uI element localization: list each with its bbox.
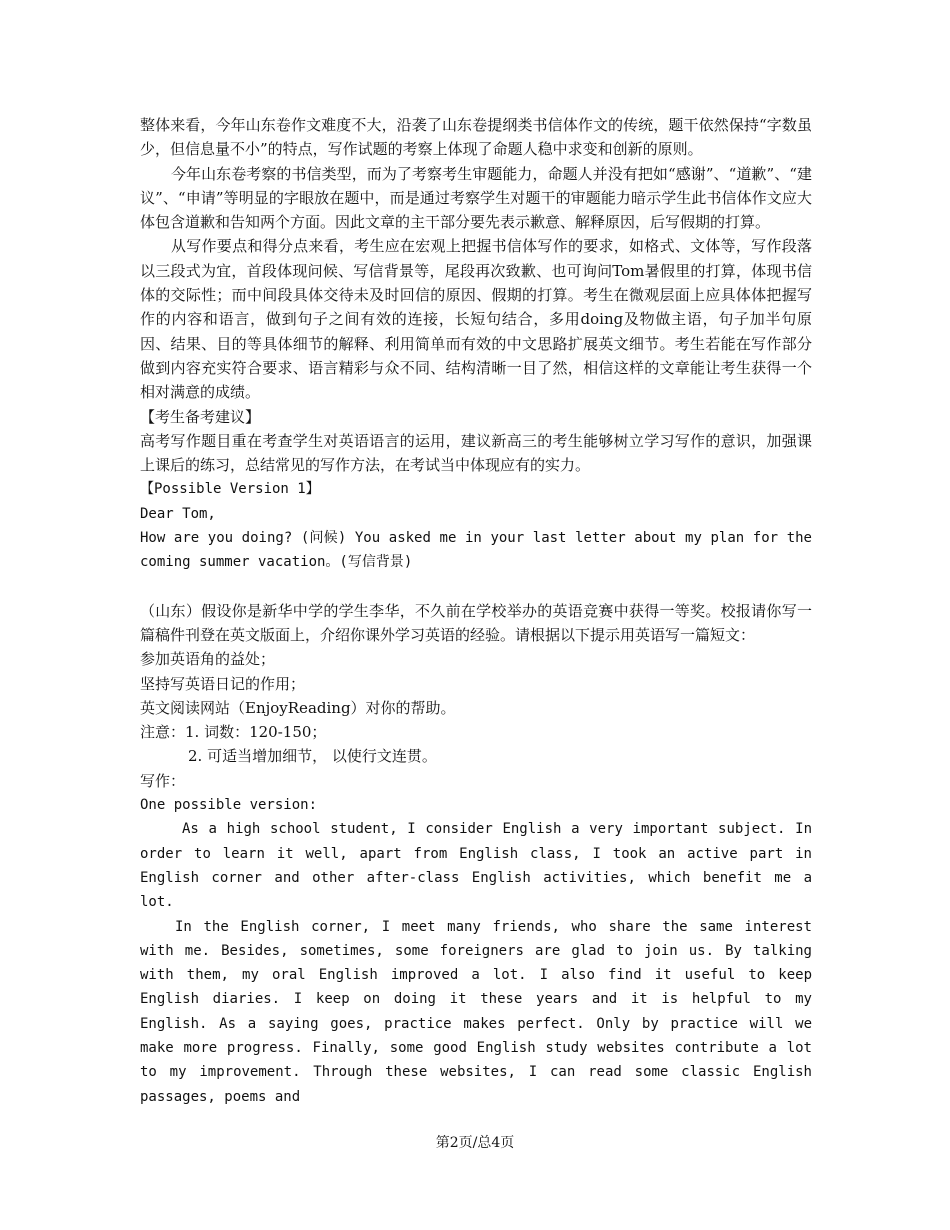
task-prompt: （山东）假设你是新华中学的学生李华，不久前在学校举办的英语竞赛中获得一等奖。校报请你写一篇稿件刊登在英文版面上，介绍你课外学习英语的经验。请根据以下提示用英语写一篇短文： <box>140 601 812 644</box>
advice-heading: 【考生备考建议】 <box>140 407 261 426</box>
task-point-2: 坚持写英语日记的作用； <box>140 674 306 693</box>
advice-text: 高考写作题目重在考查学生对英语语言的运用，建议新高三的考生能够树立学习写作的意识，加强课上课后的练习，总结常见的写作方法，在考试当中体现应有的实力。 <box>140 431 812 475</box>
letter-salutation: Dear Tom, <box>140 505 216 522</box>
task-point-1: 参加英语角的益处； <box>140 650 276 669</box>
letter-opening: How are you doing? (问候) You asked me in your last letter about my plan for the coming summer vacation。(写信背景) <box>140 530 812 571</box>
writing-label: 写作： <box>140 771 186 790</box>
version-heading: 【Possible Version 1】 <box>140 481 320 498</box>
page-footer <box>0 1132 950 1152</box>
page-number-label: 第2页/总4页 <box>435 1135 515 1151</box>
analysis-paragraph-3: 从写作要点和得分点来看，考生应在宏观上把握书信体写作的要求，如格式、文体等，写作段落以三段式为宜，首段体现问候、写信背景等，尾段再次致歉、也可询问Tom暑假里的打算，体现书信体的交际性；而中间段具体交待未及时回信的原因、假期的打算。考生在微观层面上应具体体把握写作的内容和语言，做到句子之间有效的连接，长短句结合，多用doing及物做主语，句子加半句原因、结果、目的等具体细节的解释、利用简单而有效的中文思路扩展英文细节。考生若能在写作部分做到内容充实符合要求、语言精彩与众不同、结构清晰一目了然，相信这样的文章能让考生获得一个相对满意的成绩。 <box>140 237 812 402</box>
task-note-line-1: 注意：1. 词数：120-150； <box>140 723 327 742</box>
analysis-paragraph-2: 今年山东卷考察的书信类型，而为了考察考生审题能力，命题人并没有把如“感谢”、“道歉”、“建议”、“申请”等明显的字眼放在题中，而是通过考察学生对题干的审题能力暗示学生此书信体作文应大体包含道歉和告知两个方面。因此文章的主干部分要先表示歉意、解释原因，后写假期的打算。 <box>140 164 812 232</box>
task-note-line-2: 2. 可适当增加细节， 以使行文连贯。 <box>188 747 437 766</box>
possible-version-label: One possible version: <box>140 797 318 814</box>
essay-paragraph-1: As a high school student, I consider English a very important subject. In order to learn it well, apart from English class, I took an active part in English corner and other after-class English activities, which benefit me a lot. <box>140 821 812 911</box>
essay-paragraph-2: In the English corner, I meet many friends, who share the same interest with me. Besides, sometimes, some foreigners are glad to join us. By talking with them, my oral English improved a lot. I also find it useful to keep English diaries. I keep on doing it these years and it is helpful to my English. As a saying goes, practice makes perfect. Only by practice will we make more progress. Finally, some good English study websites contribute a lot to my improvement. Through these websites, I can read some classic English passages, poems and <box>140 918 812 1105</box>
task-point-3: 英文阅读网站（EnjoyReading）对你的帮助。 <box>140 698 456 717</box>
section-gap <box>140 575 812 599</box>
document-body <box>140 113 812 1109</box>
analysis-paragraph-1: 整体来看，今年山东卷作文难度不大，沿袭了山东卷提纲类书信体作文的传统，题干依然保持“字数虽少，但信息量不小”的特点，写作试题的考察上体现了命题人稳中求变和创新的原则。 <box>140 116 812 159</box>
